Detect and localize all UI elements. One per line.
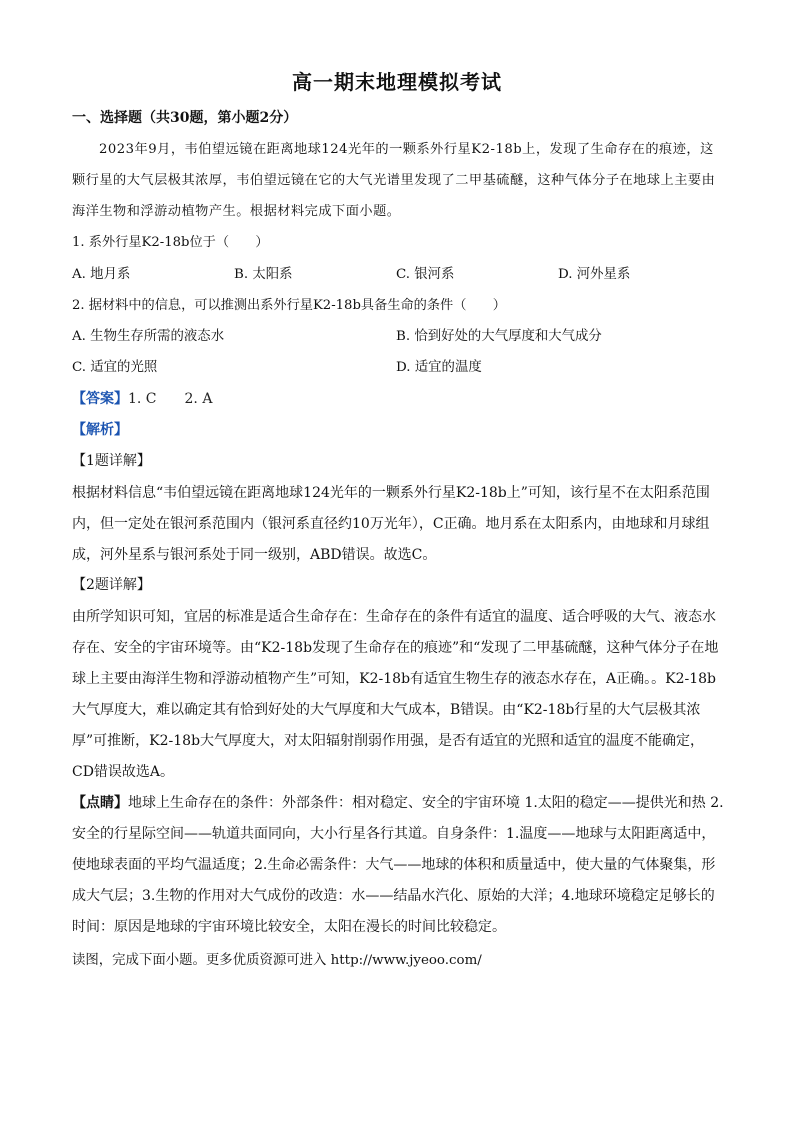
detail-1-heading: 【1题详解】	[72, 453, 151, 469]
detail-1-text: 根据材料信息“韦伯望远镜在距离地球124光年的一颗系外行星K2-18b上”可知，该行星不在太阳系范围内，但一定处在银河系范围内（银河系直径约10万光年），C正确。地月系在太阳系内，由地球和月球组成，河外星系与银河系处于同一级别，ABD错误。故选C。	[72, 485, 710, 563]
answer-line	[72, 388, 212, 410]
q2-option-c: C. 适宜的光照	[72, 360, 158, 375]
detail-2-text: 由所学知识可知，宜居的标准是适合生命存在：生命存在的条件有适宜的温度、适合呼吸的大气、液态水存在、安全的宇宙环境等。由“K2-18b发现了生命存在的痕迹”和“发现了二甲基硫醚，这种气体分子在地球上主要由海洋生物和浮游动植物产生”可知，K2-18b有适宜生物生存的液态水存在，A正确。。K2-18b大气厚度大，难以确定其有恰到好处的大气厚度和大气成本，B错误。由“K2-18b行星的大气层极其浓厚”可推断，K2-18b大气厚度大，对太阳辐射削弱作用强，是否有适宜的光照和适宜的温度不能确定，CD错误故选A。	[72, 609, 719, 780]
answer-tag: 【答案】	[72, 391, 128, 407]
analysis-line	[72, 419, 128, 441]
q2-option-b: B. 恰到好处的大气厚度和大气成分	[396, 329, 602, 344]
detail-2-heading: 【2题详解】	[72, 577, 151, 593]
answer-text: 1. C 2. A	[128, 391, 213, 407]
question-1-stem: 1. 系外行星K2-18b位于（ ）	[72, 235, 269, 250]
point-paragraph	[72, 788, 724, 943]
q1-option-a: A. 地月系	[72, 267, 131, 282]
point-text: 地球上生命存在的条件：外部条件：相对稳定、安全的宇宙环境 1.太阳的稳定——提供光和热 2.安全的行星际空间——轨道共面同向，大小行星各行其道。自身条件：1.温度——地球与太阳距离适中，使地球表面的平均气温适度；2.生命必需条件：大气——地球的体积和质量适中，使大量的气体聚集，形成大气层；3.生物的作用对大气成份的改造：水——结晶水汽化、原始的大洋；4.地球环境稳定足够长的时间：原因是地球的宇宙环境比较安全，太阳在漫长的时间比较稳定。	[72, 795, 724, 935]
section-heading: 一、选择题（共30题，第小题2分）	[72, 110, 298, 126]
q2-option-d: D. 适宜的温度	[396, 360, 482, 375]
question-2-stem: 2. 据材料中的信息，可以推测出系外行星K2-18b具备生命的条件（ ）	[72, 298, 506, 313]
page-title: 高一期末地理模拟考试	[292, 70, 502, 94]
material-paragraph: 2023年9月，韦伯望远镜在距离地球124光年的一颗系外行星K2-18b上，发现了生命存在的痕迹，这颗行星的大气层极其浓厚，韦伯望远镜在它的大气光谱里发现了二甲基硫醚，这种气体分子在地球上主要由海洋生物和浮游动植物产生。根据材料完成下面小题。	[72, 142, 716, 219]
q1-option-c: C. 银河系	[396, 267, 455, 282]
q2-option-a: A. 生物生存所需的液态水	[72, 329, 225, 344]
footer-note: 读图，完成下面小题。更多优质资源可进入 http://www.jyeoo.com/	[72, 953, 482, 968]
analysis-tag: 【解析】	[72, 422, 128, 438]
q1-option-b: B. 太阳系	[234, 267, 293, 282]
q1-option-d: D. 河外星系	[558, 267, 631, 282]
point-tag: 【点睛】	[72, 795, 128, 811]
